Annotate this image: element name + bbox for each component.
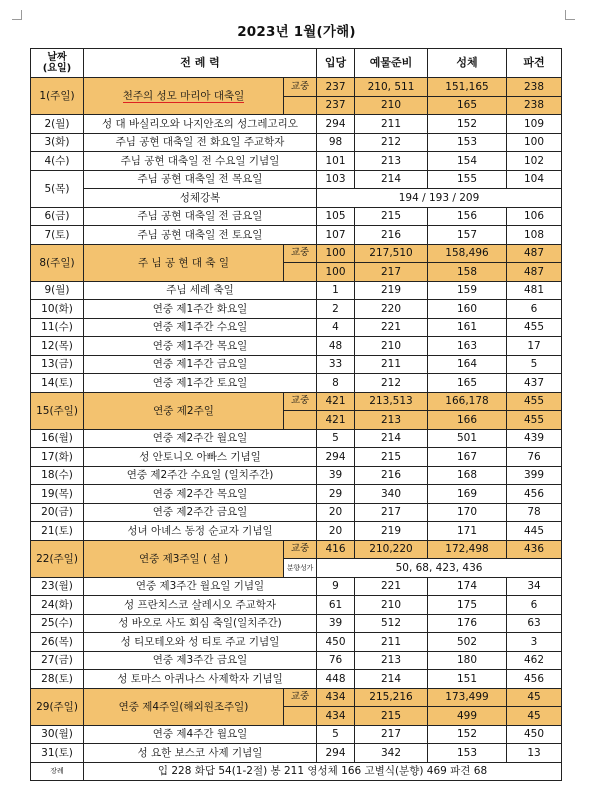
- communion-value: 158,496: [428, 244, 507, 263]
- weekday-row: [31, 466, 562, 485]
- entrance-value: 237: [317, 96, 355, 115]
- entrance-value: 48: [317, 337, 355, 356]
- entrance-value: 5: [317, 429, 355, 448]
- communion-value: 168: [428, 466, 507, 485]
- communion-value: 164: [428, 355, 507, 374]
- calendar-name: 성 프란치스코 살레시오 주교학자: [84, 596, 317, 615]
- calendar-name: 주님 공현 대축일 전 토요일: [84, 226, 317, 245]
- dismissal-value: 17: [507, 337, 562, 356]
- dismissal-value: 455: [507, 318, 562, 337]
- weekday-row: [31, 318, 562, 337]
- offertory-value: 220: [355, 300, 428, 319]
- date-cell: 23(월): [31, 577, 84, 596]
- calendar-name: [84, 540, 284, 577]
- offertory-value: 212: [355, 133, 428, 152]
- dismissal-value: 78: [507, 503, 562, 522]
- page-title: 2023년 1월(가해): [237, 24, 356, 40]
- header-communion: 성체: [428, 49, 507, 78]
- weekday-row: [31, 355, 562, 374]
- calendar-name: 주님 공현 대축일 전 금요일: [84, 207, 317, 226]
- date-cell: 3(화): [31, 133, 84, 152]
- date-cell: 29(주일): [31, 688, 84, 725]
- entrance-value: 100: [317, 244, 355, 263]
- bunhyang-label: 분향성가: [284, 559, 317, 578]
- offertory-value: 214: [355, 170, 428, 189]
- dismissal-value: 437: [507, 374, 562, 393]
- entrance-value: 434: [317, 707, 355, 726]
- date-cell: 1(주일): [31, 78, 84, 115]
- communion-value: 502: [428, 633, 507, 652]
- calendar-name: 성 요한 보스코 사제 기념일: [84, 744, 317, 763]
- weekday-row: [31, 744, 562, 763]
- entrance-value: 421: [317, 392, 355, 411]
- dismissal-value: 455: [507, 411, 562, 430]
- communion-value: 153: [428, 133, 507, 152]
- weekday-row: [31, 485, 562, 504]
- dismissal-value: 45: [507, 707, 562, 726]
- entrance-value: 450: [317, 633, 355, 652]
- offertory-value: 210, 511: [355, 78, 428, 97]
- footer-summary: 입 228 화답 54(1-2절) 봉 211 영성체 166 고별식(분향) 469 파견 68: [84, 762, 562, 781]
- header-calendar: 전 례 력: [84, 49, 317, 78]
- entrance-value: 9: [317, 577, 355, 596]
- offertory-value: 212: [355, 374, 428, 393]
- liturgical-music-table: [30, 48, 562, 781]
- weekday-row: [31, 614, 562, 633]
- offertory-value: 210: [355, 337, 428, 356]
- offertory-value: 213: [355, 651, 428, 670]
- calendar-name: 주님 공현 대축일 전 목요일: [84, 170, 317, 189]
- date-cell: 26(목): [31, 633, 84, 652]
- offertory-value: 512: [355, 614, 428, 633]
- dismissal-value: 455: [507, 392, 562, 411]
- entrance-value: 5: [317, 725, 355, 744]
- kyo-label: 교중: [284, 540, 317, 559]
- date-cell: 5(목): [31, 170, 84, 207]
- weekday-row: [31, 133, 562, 152]
- calendar-name: 주님 공현 대축일 전 화요일 주교학자: [84, 133, 317, 152]
- communion-value: 154: [428, 152, 507, 171]
- dismissal-value: 487: [507, 263, 562, 282]
- kyo-label: 교중: [284, 244, 317, 263]
- date-cell: 24(화): [31, 596, 84, 615]
- offertory-value: 210,220: [355, 540, 428, 559]
- weekday-row: [31, 300, 562, 319]
- weekday-row: [31, 448, 562, 467]
- dismissal-value: 106: [507, 207, 562, 226]
- sunday-row: [31, 78, 562, 97]
- weekday-row: [31, 281, 562, 300]
- entrance-value: 20: [317, 522, 355, 541]
- date-cell: 4(수): [31, 152, 84, 171]
- date-cell: 2(월): [31, 115, 84, 134]
- weekday-row: [31, 596, 562, 615]
- dismissal-value: 13: [507, 744, 562, 763]
- calendar-name: [84, 244, 284, 281]
- entrance-value: 20: [317, 503, 355, 522]
- communion-value: 159: [428, 281, 507, 300]
- header-date-line2: (요일): [42, 63, 72, 74]
- entrance-value: 1: [317, 281, 355, 300]
- calendar-name: [84, 78, 284, 115]
- sunday-row: [31, 688, 562, 707]
- communion-value: 158: [428, 263, 507, 282]
- date-cell: 12(목): [31, 337, 84, 356]
- offertory-value: 210: [355, 596, 428, 615]
- entrance-value: 294: [317, 744, 355, 763]
- weekday-row: [31, 115, 562, 134]
- dismissal-value: 439: [507, 429, 562, 448]
- header-entrance: 입당: [317, 49, 355, 78]
- calendar-name-text: 주 님 공 현 대 축 일: [137, 256, 230, 269]
- offertory-value: 221: [355, 577, 428, 596]
- weekday-row: [31, 152, 562, 171]
- benediction-name: 성체강복: [84, 189, 317, 208]
- calendar-name: 연중 제1주간 수요일: [84, 318, 317, 337]
- blank-cell: [284, 707, 317, 726]
- communion-value: 155: [428, 170, 507, 189]
- kyo-label: 교중: [284, 392, 317, 411]
- dismissal-value: 109: [507, 115, 562, 134]
- header-date: [31, 49, 84, 78]
- dismissal-value: 108: [507, 226, 562, 245]
- entrance-value: 421: [317, 411, 355, 430]
- weekday-row: [31, 633, 562, 652]
- dismissal-value: 63: [507, 614, 562, 633]
- dismissal-value: 45: [507, 688, 562, 707]
- offertory-value: 210: [355, 96, 428, 115]
- entrance-value: 98: [317, 133, 355, 152]
- entrance-value: 4: [317, 318, 355, 337]
- offertory-value: 217,510: [355, 244, 428, 263]
- benediction-values: 194 / 193 / 209: [317, 189, 562, 208]
- communion-value: 167: [428, 448, 507, 467]
- communion-value: 152: [428, 115, 507, 134]
- entrance-value: 2: [317, 300, 355, 319]
- dismissal-value: 481: [507, 281, 562, 300]
- entrance-value: 8: [317, 374, 355, 393]
- weekday-row: [31, 577, 562, 596]
- offertory-value: 340: [355, 485, 428, 504]
- date-cell: 25(수): [31, 614, 84, 633]
- dismissal-value: 445: [507, 522, 562, 541]
- communion-value: 170: [428, 503, 507, 522]
- entrance-value: 100: [317, 263, 355, 282]
- kyo-label: 교중: [284, 78, 317, 97]
- calendar-name: 주님 공현 대축일 전 수요일 기념일: [84, 152, 317, 171]
- calendar-name: 성 토마스 아퀴나스 사제학자 기념일: [84, 670, 317, 689]
- entrance-value: 107: [317, 226, 355, 245]
- offertory-value: 215: [355, 707, 428, 726]
- offertory-value: 216: [355, 466, 428, 485]
- footer-label: 장례: [31, 762, 84, 781]
- communion-value: 501: [428, 429, 507, 448]
- dismissal-value: 100: [507, 133, 562, 152]
- date-cell: 14(토): [31, 374, 84, 393]
- date-cell: 22(주일): [31, 540, 84, 577]
- calendar-name: 연중 제1주간 화요일: [84, 300, 317, 319]
- offertory-value: 211: [355, 115, 428, 134]
- communion-value: 152: [428, 725, 507, 744]
- dismissal-value: 104: [507, 170, 562, 189]
- calendar-name: 성녀 아녜스 동정 순교자 기념일: [84, 522, 317, 541]
- date-cell: 16(월): [31, 429, 84, 448]
- dismissal-value: 238: [507, 96, 562, 115]
- date-cell: 17(화): [31, 448, 84, 467]
- communion-value: 171: [428, 522, 507, 541]
- calendar-name: 성 대 바실리오와 나지안조의 성그레고리오: [84, 115, 317, 134]
- calendar-name: 연중 제4주간 월요일: [84, 725, 317, 744]
- date-cell: 30(월): [31, 725, 84, 744]
- dismissal-value: 456: [507, 485, 562, 504]
- weekday-row: [31, 374, 562, 393]
- table-body: [31, 78, 562, 781]
- entrance-value: 61: [317, 596, 355, 615]
- weekday-row: [31, 522, 562, 541]
- sunday-row: [31, 244, 562, 263]
- weekday-row: [31, 651, 562, 670]
- dismissal-value: 3: [507, 633, 562, 652]
- weekday-row: [31, 337, 562, 356]
- dismissal-value: 456: [507, 670, 562, 689]
- entrance-value: 416: [317, 540, 355, 559]
- entrance-value: 237: [317, 78, 355, 97]
- offertory-value: 213: [355, 411, 428, 430]
- communion-value: 172,498: [428, 540, 507, 559]
- calendar-name: 성 안토니오 아빠스 기념일: [84, 448, 317, 467]
- calendar-name: 연중 제2주간 수요일 (일치주간): [84, 466, 317, 485]
- offertory-value: 216: [355, 226, 428, 245]
- calendar-name: 연중 제3주간 금요일: [84, 651, 317, 670]
- communion-value: 163: [428, 337, 507, 356]
- communion-value: 160: [428, 300, 507, 319]
- date-cell: 21(토): [31, 522, 84, 541]
- calendar-name: 연중 제3주간 월요일 기념일: [84, 577, 317, 596]
- calendar-name-text: 연중 제2주일: [153, 404, 214, 417]
- date-cell: 15(주일): [31, 392, 84, 429]
- sunday-row: [31, 540, 562, 559]
- date-cell: 27(금): [31, 651, 84, 670]
- page-corner-mark-left: [12, 10, 22, 20]
- communion-value: 173,499: [428, 688, 507, 707]
- offertory-value: 214: [355, 429, 428, 448]
- dismissal-value: 462: [507, 651, 562, 670]
- offertory-value: 213: [355, 152, 428, 171]
- header-dismissal: 파견: [507, 49, 562, 78]
- blank-cell: [284, 263, 317, 282]
- date-cell: 10(화): [31, 300, 84, 319]
- entrance-value: 29: [317, 485, 355, 504]
- communion-value: 157: [428, 226, 507, 245]
- sunday-row: [31, 392, 562, 411]
- calendar-name: 성 티모테오와 성 티토 주교 기념일: [84, 633, 317, 652]
- communion-value: 166: [428, 411, 507, 430]
- weekday-row: [31, 207, 562, 226]
- date-cell: 13(금): [31, 355, 84, 374]
- calendar-name: 연중 제1주간 금요일: [84, 355, 317, 374]
- entrance-value: 434: [317, 688, 355, 707]
- communion-value: 176: [428, 614, 507, 633]
- weekday-row: [31, 170, 562, 189]
- communion-value: 174: [428, 577, 507, 596]
- communion-value: 175: [428, 596, 507, 615]
- dismissal-value: 399: [507, 466, 562, 485]
- date-cell: 20(금): [31, 503, 84, 522]
- calendar-name: 주님 세례 축일: [84, 281, 317, 300]
- communion-value: 153: [428, 744, 507, 763]
- header-offertory: 예물준비: [355, 49, 428, 78]
- offertory-value: 215: [355, 207, 428, 226]
- offertory-value: 342: [355, 744, 428, 763]
- communion-value: 151,165: [428, 78, 507, 97]
- offertory-value: 214: [355, 670, 428, 689]
- communion-value: 180: [428, 651, 507, 670]
- calendar-name: 연중 제2주간 목요일: [84, 485, 317, 504]
- date-cell: 8(주일): [31, 244, 84, 281]
- calendar-name: 연중 제1주간 목요일: [84, 337, 317, 356]
- weekday-row: [31, 503, 562, 522]
- calendar-name: 연중 제2주간 금요일: [84, 503, 317, 522]
- benediction-row: [31, 189, 562, 208]
- offertory-value: 213,513: [355, 392, 428, 411]
- date-cell: 19(목): [31, 485, 84, 504]
- date-cell: 11(수): [31, 318, 84, 337]
- entrance-value: 448: [317, 670, 355, 689]
- blank-cell: [284, 96, 317, 115]
- date-cell: 9(월): [31, 281, 84, 300]
- communion-value: 161: [428, 318, 507, 337]
- bunhyang-value: 50, 68, 423, 436: [317, 559, 562, 578]
- calendar-name: [84, 392, 284, 429]
- calendar-name: 연중 제1주간 토요일: [84, 374, 317, 393]
- calendar-name-text: 천주의 성모 마리아 대축일: [122, 90, 245, 102]
- blank-cell: [284, 411, 317, 430]
- dismissal-value: 6: [507, 300, 562, 319]
- calendar-name-text: 연중 제4주일(해외원조주일): [118, 700, 249, 713]
- page-corner-mark-right: [565, 10, 575, 20]
- entrance-value: 105: [317, 207, 355, 226]
- communion-value: 499: [428, 707, 507, 726]
- header-date-line1: 날짜: [47, 52, 67, 63]
- communion-value: 165: [428, 96, 507, 115]
- entrance-value: 294: [317, 115, 355, 134]
- entrance-value: 101: [317, 152, 355, 171]
- dismissal-value: 238: [507, 78, 562, 97]
- calendar-name: 연중 제2주간 월요일: [84, 429, 317, 448]
- weekday-row: [31, 725, 562, 744]
- kyo-label: 교중: [284, 688, 317, 707]
- weekday-row: [31, 429, 562, 448]
- date-cell: 6(금): [31, 207, 84, 226]
- communion-value: 156: [428, 207, 507, 226]
- communion-value: 165: [428, 374, 507, 393]
- date-cell: 7(토): [31, 226, 84, 245]
- dismissal-value: 34: [507, 577, 562, 596]
- table-header-row: [31, 49, 562, 78]
- calendar-name: 성 바오로 사도 회심 축일(일치주간): [84, 614, 317, 633]
- entrance-value: 39: [317, 466, 355, 485]
- communion-value: 166,178: [428, 392, 507, 411]
- weekday-row: [31, 226, 562, 245]
- offertory-value: 215,216: [355, 688, 428, 707]
- offertory-value: 219: [355, 281, 428, 300]
- offertory-value: 221: [355, 318, 428, 337]
- dismissal-value: 436: [507, 540, 562, 559]
- date-cell: 31(토): [31, 744, 84, 763]
- offertory-value: 217: [355, 503, 428, 522]
- entrance-value: 76: [317, 651, 355, 670]
- offertory-value: 211: [355, 633, 428, 652]
- offertory-value: 219: [355, 522, 428, 541]
- date-cell: 28(토): [31, 670, 84, 689]
- entrance-value: 294: [317, 448, 355, 467]
- offertory-value: 217: [355, 263, 428, 282]
- date-cell: 18(수): [31, 466, 84, 485]
- dismissal-value: 5: [507, 355, 562, 374]
- dismissal-value: 102: [507, 152, 562, 171]
- entrance-value: 39: [317, 614, 355, 633]
- offertory-value: 211: [355, 355, 428, 374]
- dismissal-value: 76: [507, 448, 562, 467]
- dismissal-value: 450: [507, 725, 562, 744]
- calendar-name-text: 연중 제3주일 ( 설 ): [138, 552, 229, 565]
- entrance-value: 33: [317, 355, 355, 374]
- offertory-value: 217: [355, 725, 428, 744]
- table-footer-row: [31, 762, 562, 781]
- communion-value: 151: [428, 670, 507, 689]
- offertory-value: 215: [355, 448, 428, 467]
- calendar-name: [84, 688, 284, 725]
- weekday-row: [31, 670, 562, 689]
- dismissal-value: 487: [507, 244, 562, 263]
- dismissal-value: 6: [507, 596, 562, 615]
- entrance-value: 103: [317, 170, 355, 189]
- communion-value: 169: [428, 485, 507, 504]
